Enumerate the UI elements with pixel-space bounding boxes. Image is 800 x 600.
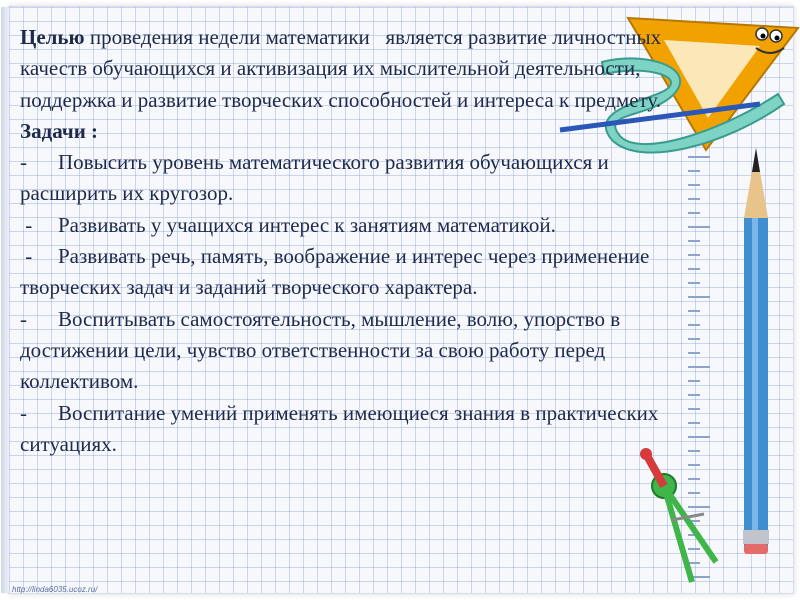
goal-text: проведения недели математики является развитие личностных качеств обучающихся и активизация их мыслительной деятельности, поддержка и развитие творческих способностей и интереса к предмету. bbox=[20, 25, 667, 112]
task-text: Воспитание умений применять имеющиеся знания в практических ситуациях. bbox=[20, 400, 664, 456]
tasks-heading: Задачи : bbox=[20, 118, 99, 143]
task-item bbox=[20, 304, 690, 398]
source-url: http://linda6035.ucoz.ru/ bbox=[12, 585, 98, 594]
goal-paragraph bbox=[20, 22, 690, 116]
task-text: Развивать речь, память, воображение и интерес через применение творческих задач и заданий творческого характера. bbox=[20, 244, 655, 300]
task-text: Развивать у учащихся интерес к занятиям математикой. bbox=[58, 212, 556, 237]
goal-label: Целью bbox=[20, 25, 85, 49]
task-text: Повысить уровень математического развития обучающихся и расширить их кругозор. bbox=[20, 150, 614, 206]
task-dash: - bbox=[20, 400, 27, 425]
task-dash: - bbox=[20, 306, 27, 331]
task-dash: - bbox=[20, 212, 33, 237]
task-item bbox=[20, 241, 690, 304]
slide-text bbox=[20, 22, 690, 460]
task-item bbox=[20, 210, 690, 241]
tasks-list bbox=[20, 147, 690, 460]
task-item bbox=[20, 398, 690, 461]
task-dash: - bbox=[20, 244, 33, 269]
task-dash: - bbox=[20, 150, 27, 175]
task-text: Воспитывать самостоятельность, мышление, волю, упорство в достижении цели, чувство ответственности за свою работу перед коллективом. bbox=[20, 306, 626, 394]
task-item bbox=[20, 147, 690, 210]
